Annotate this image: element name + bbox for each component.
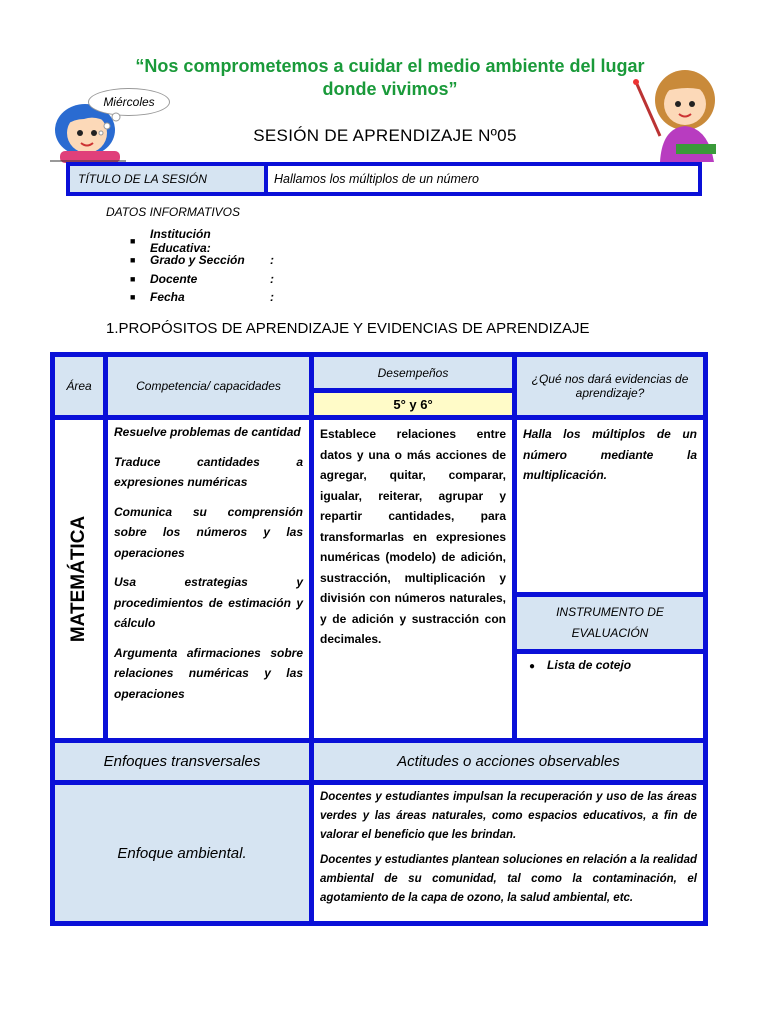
capacidad-item: Resuelve problemas de cantidad [114, 425, 301, 439]
bullet-icon: ■ [130, 292, 136, 303]
info-item [130, 269, 274, 288]
instrumento-value: Lista de cotejo [547, 658, 632, 672]
thought-dots-icon [96, 112, 126, 137]
capacidad-item: Argumenta afirmaciones sobre relaciones numéricas y las operaciones [114, 645, 303, 701]
motto-heading: “Nos comprometemos a cuidar el medio ambiente del lugar donde vivimos” [135, 56, 645, 99]
area-label: MATEMÁTICA [68, 515, 90, 643]
competencia-header: Competencia/ capacidades [108, 357, 309, 415]
area-header: Área [55, 357, 103, 415]
session-title-value: Hallamos los múltiplos de un número [274, 172, 479, 186]
enfoques-header: Enfoques transversales [55, 743, 309, 780]
info-item [130, 288, 274, 307]
info-label: Docente [150, 271, 198, 286]
instrumento-cell [517, 654, 703, 738]
info-sep: : [270, 253, 274, 268]
info-list [130, 227, 274, 307]
section-heading: 1.PROPÓSITOS DE APRENDIZAJE Y EVIDENCIAS DE APRENDIZAJE [106, 320, 590, 337]
actitudes-header: Actitudes o acciones observables [314, 743, 703, 780]
instrumento-header: INSTRUMENTO DE EVALUACIÓN [517, 597, 703, 649]
learning-table [50, 352, 708, 926]
actitud-item: Docentes y estudiantes impulsan la recuperación y uso de las áreas verdes y las áreas naturales, como espacios educativos, a fin de valorar el beneficio que les brindan. [320, 791, 697, 841]
session-title-row [66, 162, 702, 196]
desempeno-cell: Establece relaciones entre datos y una o más acciones de agregar, quitar, comparar, igualar, reiterar, agrupar y repartir cantidades, para transformarlas en expresiones numéricas (modelo) de adición, sustracción, multiplicación y división con números naturales, y de adición y sustracción con decimales. [314, 420, 512, 738]
info-label: Fecha [150, 290, 185, 305]
capacidad-item: Usa estrategias y procedimientos de estimación y cálculo [114, 575, 303, 630]
bullet-icon: ■ [130, 273, 136, 284]
enfoque-cell: Enfoque ambiental. [55, 785, 309, 921]
session-title-label: TÍTULO DE LA SESIÓN [70, 166, 268, 192]
info-sep: : [270, 271, 274, 286]
grade-label: 5° y 6° [314, 393, 512, 415]
capacidades-cell [108, 420, 309, 738]
area-cell [55, 420, 103, 738]
capacidad-item: Comunica su comprensión sobre los números y las operaciones [114, 504, 303, 560]
day-label: Miércoles [103, 95, 155, 109]
info-label: Institución Educativa: [150, 227, 211, 256]
info-label: Grado y Sección [150, 253, 245, 268]
bullet-icon: ■ [130, 236, 136, 247]
info-sep: : [270, 290, 274, 305]
bullet-icon: ● [529, 661, 536, 672]
info-item [130, 227, 274, 256]
evidencia-cell: Halla los múltiplos de un número mediante la multiplicación. [517, 420, 703, 592]
actitud-item: Docentes y estudiantes plantean soluciones en relación a la realidad ambiental de su comunidad, tal como la contaminación, el agotamiento de la capa de ozono, la salud ambiental, etc. [320, 854, 697, 904]
desempenos-header: Desempeños [314, 357, 512, 388]
actitudes-cell [314, 785, 703, 921]
info-item [130, 251, 274, 270]
evidencias-header: ¿Qué nos dará evidencias de aprendizaje? [517, 357, 703, 415]
datos-heading: DATOS INFORMATIVOS [106, 205, 241, 219]
bullet-icon: ■ [130, 255, 136, 266]
capacidad-item: Traduce cantidades a expresiones numéricas [114, 454, 303, 489]
session-title: SESIÓN DE APRENDIZAJE Nº05 [253, 126, 517, 145]
